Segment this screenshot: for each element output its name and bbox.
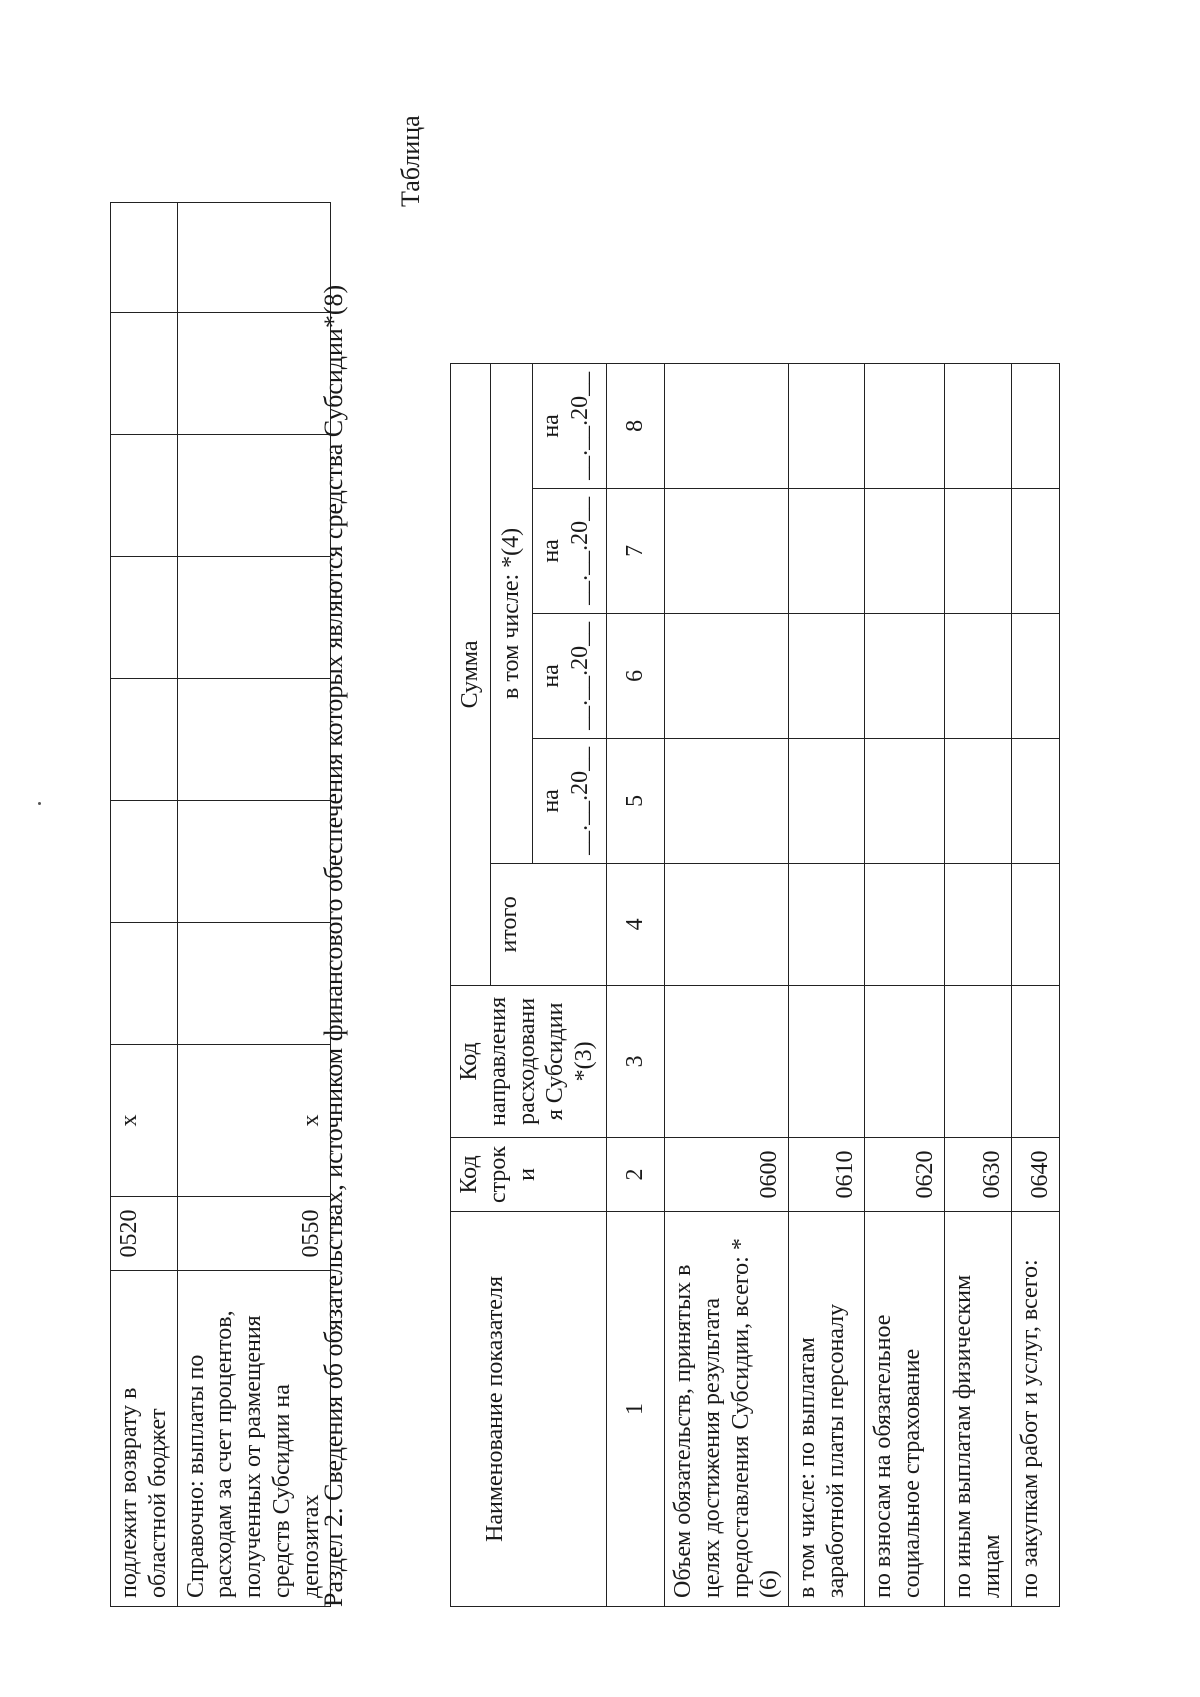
direction-code: x — [111, 1045, 178, 1197]
cell — [1011, 363, 1059, 488]
direction-code: x — [177, 1045, 330, 1197]
header-direction-code: Код направления расходовани я Субсидии *(3) — [451, 985, 607, 1137]
row-name: Объем обязательств, принятых в целях достижения результата предоставления Субсидии, всего: *(6) — [665, 1212, 789, 1607]
header-date: на __.__.20__ — [533, 738, 607, 863]
col-number: 3 — [607, 985, 665, 1137]
header-date: на __.__.20__ — [533, 613, 607, 738]
payments-table — [110, 202, 331, 1607]
header-sum: Сумма — [451, 363, 491, 985]
cell — [177, 923, 330, 1045]
table-row — [945, 363, 1012, 1606]
cell — [945, 985, 1012, 1137]
cell — [177, 203, 330, 313]
col-number: 7 — [607, 488, 665, 613]
cell — [111, 435, 178, 557]
cell — [1011, 738, 1059, 863]
cell — [789, 863, 865, 985]
header-row-code: Код строк и — [451, 1137, 607, 1211]
header-including: в том числе: *(4) — [491, 363, 533, 863]
cell — [789, 985, 865, 1137]
row-name: Справочно: выплаты по расходам за счет процентов, полученных от размещения средств Субсидии на депозитах — [177, 1271, 330, 1607]
cell — [111, 313, 178, 435]
cell — [111, 203, 178, 313]
cell — [111, 801, 178, 923]
col-number: 8 — [607, 363, 665, 488]
row-name: в том числе: по выплатам заработной платы персоналу — [789, 1212, 865, 1607]
cell — [665, 488, 789, 613]
cell — [865, 613, 945, 738]
table-row — [789, 363, 865, 1606]
cell — [945, 613, 1012, 738]
column-number-row — [607, 363, 665, 1606]
table-row — [1011, 363, 1059, 1606]
cell — [665, 613, 789, 738]
cell — [789, 363, 865, 488]
cell — [665, 985, 789, 1137]
cell — [111, 923, 178, 1045]
row-code: 0550 — [177, 1197, 330, 1271]
col-number: 4 — [607, 863, 665, 985]
header-row — [451, 363, 491, 1606]
cell — [111, 679, 178, 801]
row-code: 0520 — [111, 1197, 178, 1271]
obligations-table — [450, 363, 1060, 1607]
table-row — [111, 203, 178, 1607]
header-name: Наименование показателя — [451, 1212, 607, 1607]
cell — [1011, 613, 1059, 738]
cell — [1011, 985, 1059, 1137]
table-row — [865, 363, 945, 1606]
row-name: по закупкам работ и услуг, всего: — [1011, 1212, 1059, 1607]
table-label: Таблица — [396, 115, 425, 207]
row-code: 0620 — [865, 1137, 945, 1211]
cell — [945, 363, 1012, 488]
row-code: 0600 — [665, 1137, 789, 1211]
cell — [177, 435, 330, 557]
row-name: по взносам на обязательное социальное страхование — [865, 1212, 945, 1607]
cell — [865, 738, 945, 863]
cell — [111, 557, 178, 679]
header-date: на __.__.20__ — [533, 363, 607, 488]
cell — [865, 488, 945, 613]
col-number: 1 — [607, 1212, 665, 1607]
cell — [1011, 488, 1059, 613]
col-number: 5 — [607, 738, 665, 863]
cell — [789, 488, 865, 613]
cell — [865, 985, 945, 1137]
header-total: итого — [491, 863, 607, 985]
row-name: по иным выплатам физическим лицам — [945, 1212, 1012, 1607]
cell — [665, 738, 789, 863]
row-code: 0640 — [1011, 1137, 1059, 1211]
col-number: 2 — [607, 1137, 665, 1211]
cell — [177, 557, 330, 679]
header-date: на __.__.20__ — [533, 488, 607, 613]
cell — [177, 679, 330, 801]
section-title: Раздел 2. Сведения об обязательствах, источником финансового обеспечения которых являются средства Субсидии*(8) — [319, 284, 348, 1607]
cell — [665, 863, 789, 985]
cell — [945, 488, 1012, 613]
cell — [177, 313, 330, 435]
cell — [945, 738, 1012, 863]
cell — [789, 738, 865, 863]
cell — [789, 613, 865, 738]
row-code: 0610 — [789, 1137, 865, 1211]
table-row — [665, 363, 789, 1606]
cell — [865, 363, 945, 488]
row-name: подлежит возврату в областной бюджет — [111, 1271, 178, 1607]
table-row — [177, 203, 330, 1607]
scan-speck — [38, 802, 41, 805]
cell — [945, 863, 1012, 985]
cell — [665, 363, 789, 488]
row-code: 0630 — [945, 1137, 1012, 1211]
cell — [865, 863, 945, 985]
col-number: 6 — [607, 613, 665, 738]
cell — [1011, 863, 1059, 985]
cell — [177, 801, 330, 923]
